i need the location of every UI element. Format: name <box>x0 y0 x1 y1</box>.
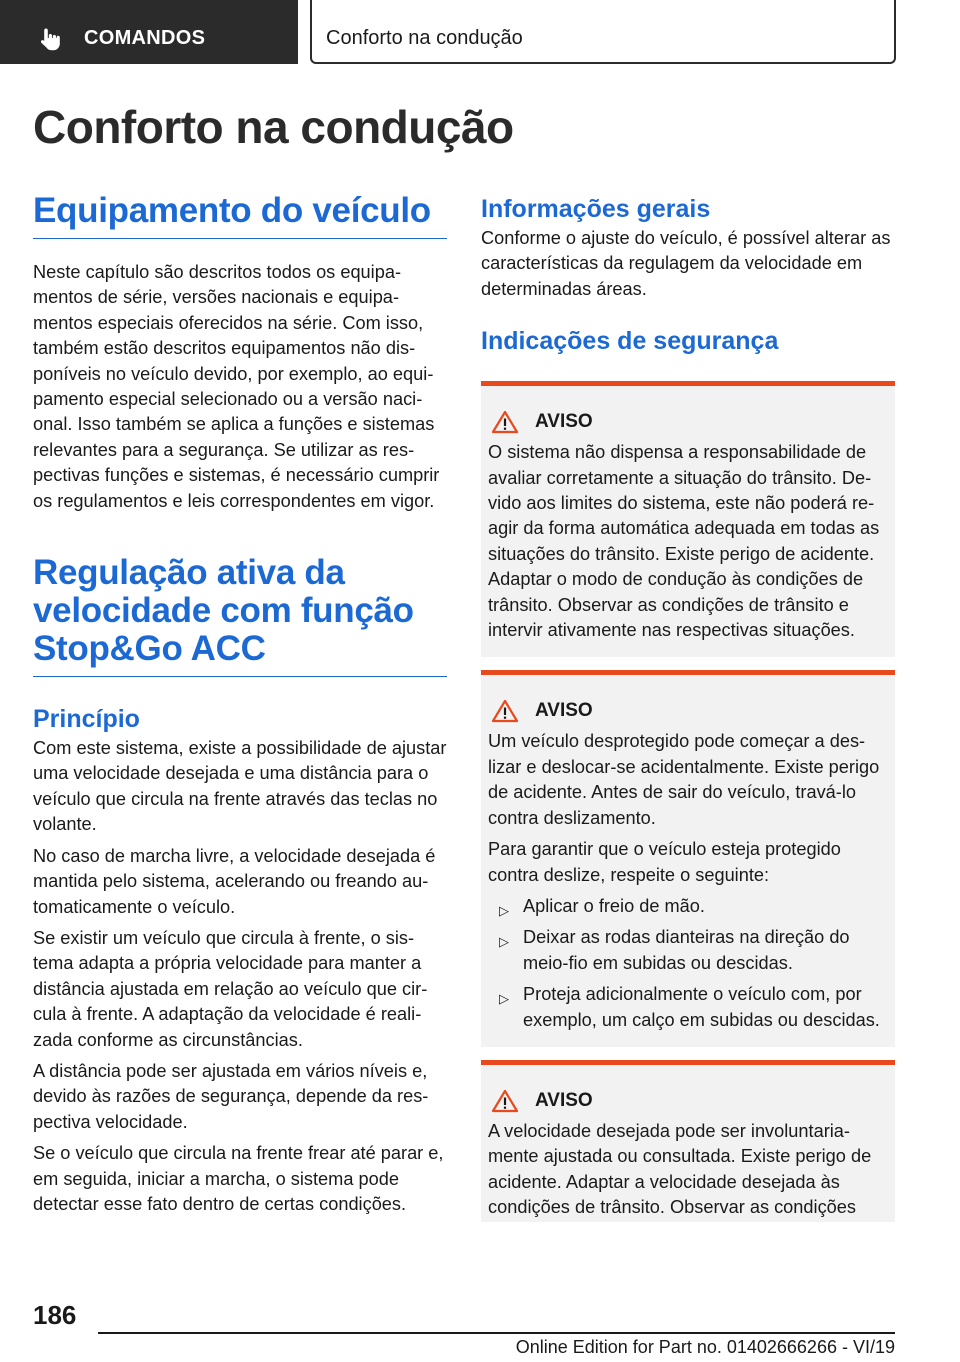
heading-equipamento: Equipamento do veículo <box>33 192 447 239</box>
page-title: Conforto na condução <box>33 101 514 153</box>
section-tab <box>0 0 298 64</box>
footer-divider <box>98 1332 895 1334</box>
heading-acc: Regulação ativa da velocidade com função Stop&Go ACC <box>33 554 447 677</box>
page-number: 186 <box>33 1300 77 1330</box>
triangle-bullet-icon: ▷ <box>499 934 509 950</box>
warning-text: A velocidade desejada pode ser involuntariamente ajustada ou consultada. Existe perigo de acidente. Adaptar a velocidade desejada às condições de trânsito. Observar as condições <box>488 1120 872 1218</box>
section-label: COMANDOS <box>84 27 206 49</box>
chapter-label: Conforto na condução <box>326 27 523 49</box>
chapter-tab <box>310 0 896 64</box>
pointing-hand-icon <box>40 27 62 51</box>
warning-triangle-icon <box>491 1089 519 1113</box>
warning-text: Um veículo desprotegido pode começar a deslizar e deslocar-se acidentalmente. Existe perigo de acidente. Antes de sair do veículo, travá-lo contra deslizamento. <box>488 731 880 828</box>
warning-triangle-icon <box>491 699 519 723</box>
paragraph-principio-5: Se o veículo que circula na frente frear até parar e, em seguida, iniciar a marcha, o sistema pode detectar esse fato dentro de certas condições. <box>33 1143 444 1214</box>
warning-triangle-icon <box>491 410 519 434</box>
right-column <box>481 192 895 1222</box>
warning-text-2: Para garantir que o veículo esteja protegido contra deslize, respeite o seguinte: <box>488 839 841 885</box>
triangle-bullet-icon: ▷ <box>499 991 509 1007</box>
paragraph-principio-1: Com este sistema, existe a possibilidade de ajustar uma velocidade desejada e uma distância para o veículo que circula na frente através das teclas no volante. <box>33 738 447 835</box>
heading-informacoes: Informações gerais <box>481 195 711 223</box>
paragraph-principio-2: No caso de marcha livre, a velocidade desejada é mantida pelo sistema, acelerando ou freando automaticamente o veículo. <box>33 845 436 917</box>
paragraph-informacoes: Conforme o ajuste do veículo, é possível alterar as características da regulagem da velocidade em determinadas áreas. <box>481 228 891 299</box>
paragraph-equipamento: Neste capítulo são descritos todos os equipamentos de série, versões nacionais e equipamentos especiais oferecidos na série. Com isso, também estão descritos equipamentos não disponíveis no veículo devido, por exemplo, ao equipamento especial selecionado ou a versão nacional. Isso também se aplica a funções e sistemas relevantes para a segurança. Se utilizar as respectivas funções e sistemas, é necessário cumprir os regulamentos e leis correspondentes em vigor. <box>33 262 440 511</box>
warning-title: AVISO <box>535 700 593 722</box>
warning-box-1 <box>481 381 895 657</box>
warning-title: AVISO <box>535 411 593 433</box>
warning-title: AVISO <box>535 1089 593 1111</box>
warning-bullet-list <box>488 894 888 1033</box>
warning-box-3 <box>481 1060 895 1222</box>
list-item: ▷ Deixar as rodas dianteiras na direção do meio-fio em subidas ou descidas. <box>499 927 850 973</box>
heading-principio: Princípio <box>33 705 140 734</box>
list-item: ▷ Proteja adicionalmente o veículo com, por exemplo, um calço em subidas ou descidas. <box>499 984 880 1030</box>
footer-edition: Online Edition for Part no. 01402666266 - VI/19 <box>515 1337 895 1357</box>
list-item: ▷ Aplicar o freio de mão. <box>488 894 888 919</box>
warning-text: O sistema não dispensa a responsabilidade de avaliar corretamente a situação do trânsito. Devido aos limites do sistema, este não poderá reagir da forma automática adequada em todas as situações do trânsito. Existe perigo de acidente. Adaptar o modo de condução às condições de trânsito. Observar as condições de trânsito e intervir ativamente nas respectivas situações. <box>488 442 880 641</box>
paragraph-principio-4: A distância pode ser ajustada em vários níveis e, devido às razões de segurança, depende da respectiva velocidade. <box>33 1060 429 1132</box>
heading-seguranca: Indicações de segurança <box>481 327 779 356</box>
left-column <box>33 192 447 1217</box>
paragraph-principio-3: Se existir um veículo que circula à frente, o sistema adapta a própria velocidade para manter a distância ajustada em relação ao veículo que circula à frente. A adaptação da velocidade é realizada conforme as circunstâncias. <box>33 927 428 1050</box>
warning-box-2 <box>481 670 895 1046</box>
triangle-bullet-icon: ▷ <box>499 902 509 918</box>
